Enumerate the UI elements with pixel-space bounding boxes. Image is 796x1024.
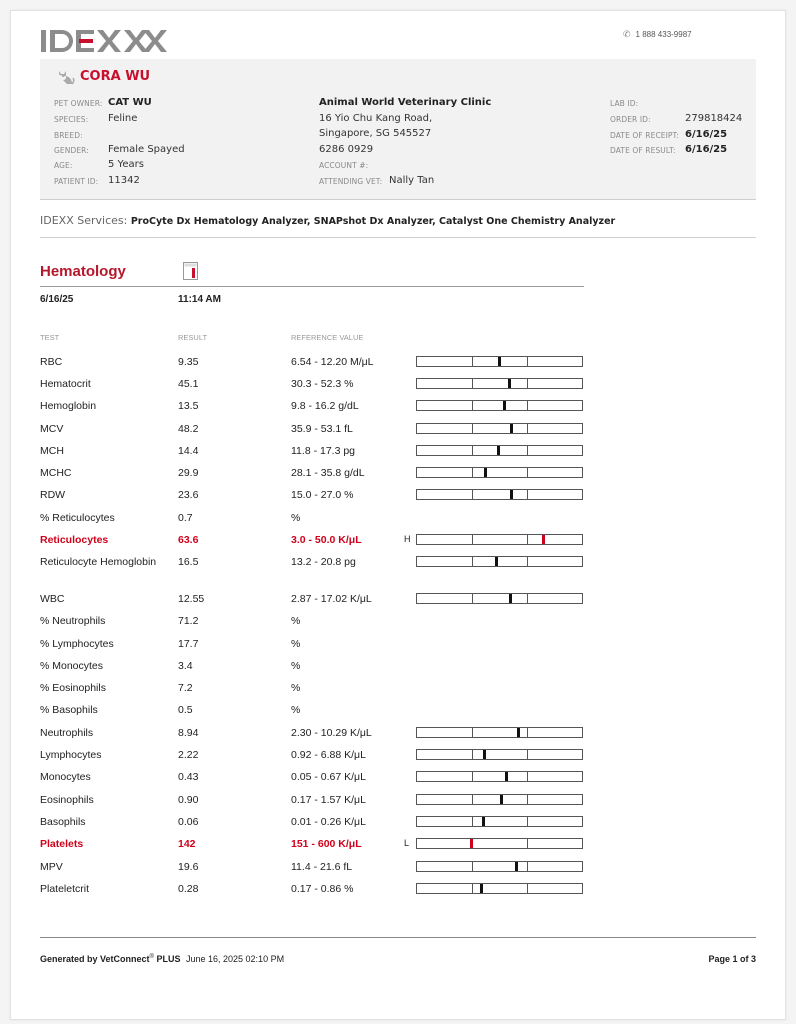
generated-brand: PLUS [156,954,181,964]
test-reference: 11.8 - 17.3 pg [291,445,356,457]
test-result: 9.35 [178,356,199,368]
date-of-result-value: 6/16/25 [685,144,728,155]
test-name: Neutrophils [40,727,94,739]
range-boundary [472,772,473,781]
result-date: 6/16/25 [40,294,74,305]
test-name: % Eosinophils [40,682,106,694]
test-reference: % [291,615,301,627]
test-name: Platelets [40,838,84,850]
table-row [11,882,787,904]
patient-id-label: PATIENT ID: [54,177,99,186]
test-name: MPV [40,861,63,873]
table-row [11,422,787,444]
breed-label: BREED: [54,131,83,140]
divider [40,199,756,200]
clinic-address-1: 16 Yio Chu Kang Road, [319,113,433,124]
table-row [11,355,787,377]
test-result: 0.28 [178,883,199,895]
test-name: Monocytes [40,771,91,783]
order-id-value: 279818424 [685,113,743,124]
pet-owner-label: PET OWNER: [54,99,103,108]
test-result: 0.5 [178,704,193,716]
species-label: SPECIES: [54,115,89,124]
test-result: 16.5 [178,556,199,568]
range-boundary [472,594,473,603]
cat-icon [55,68,75,86]
result-marker [482,817,485,826]
reference-range-bar [416,534,583,545]
range-boundary [527,594,528,603]
test-name: Hematocrit [40,378,91,390]
gender-value: Female Spayed [108,144,185,155]
test-name: Reticulocyte Hemoglobin [40,556,157,568]
range-boundary [472,357,473,366]
test-reference: % [291,682,301,694]
phone-number [623,29,692,40]
test-reference: % [291,660,301,672]
generated-by-text: Generated by VetConnect [40,954,150,964]
test-reference: 11.4 - 21.6 fL [291,861,353,873]
reference-range-bar [416,816,583,827]
range-boundary [527,884,528,893]
clinic-address-2: Singapore, SG 545527 [319,128,432,139]
test-result: 19.6 [178,861,199,873]
result-time: 11:14 AM [178,294,221,305]
table-row [11,555,787,577]
result-marker [508,379,511,388]
test-result: 8.94 [178,727,199,739]
test-result: 0.7 [178,512,193,524]
reference-range-bar [416,445,583,456]
test-result: 13.5 [178,400,199,412]
result-marker [483,750,486,759]
range-boundary [527,490,528,499]
test-result: 48.2 [178,423,199,435]
reference-range-bar [416,556,583,567]
range-boundary [472,446,473,455]
test-result: 63.6 [178,534,199,546]
result-marker [510,424,513,433]
reference-range-bar [416,378,583,389]
table-row [11,659,787,681]
phone-text: 1 888 433-9987 [635,30,692,39]
table-row [11,770,787,792]
test-reference: 0.05 - 0.67 K/μL [291,771,366,783]
generated-date: June 16, 2025 02:10 PM [186,954,285,964]
reference-range-bar [416,883,583,894]
test-reference: 2.30 - 10.29 K/μL [291,727,372,739]
column-header-reference: REFERENCE VALUE [291,333,364,342]
range-boundary [527,795,528,804]
test-result: 14.4 [178,445,199,457]
test-result: 7.2 [178,682,193,694]
range-boundary [472,490,473,499]
test-name: % Reticulocytes [40,512,115,524]
range-boundary [472,862,473,871]
test-result: 71.2 [178,615,199,627]
test-result: 0.43 [178,771,199,783]
table-row [11,860,787,882]
test-name: Reticulocytes [40,534,109,546]
page-number: Page 1 of 3 [708,954,756,964]
result-marker [470,839,473,848]
footer-rule [40,937,756,938]
abnormal-flag: H [404,534,411,544]
result-marker [495,557,498,566]
idexx-logo [41,28,167,54]
test-name: % Lymphocytes [40,638,114,650]
age-label: AGE: [54,161,73,170]
range-boundary [472,884,473,893]
divider [40,237,756,238]
range-boundary [527,446,528,455]
date-of-result-label: DATE OF RESULT: [610,146,676,155]
date-of-receipt-value: 6/16/25 [685,129,728,140]
result-marker [480,884,483,893]
table-row [11,637,787,659]
date-of-receipt-label: DATE OF RECEIPT: [610,131,680,140]
test-result: 29.9 [178,467,199,479]
test-result: 2.22 [178,749,199,761]
abnormal-flag: L [404,838,410,848]
test-result: 3.4 [178,660,193,672]
table-row [11,466,787,488]
column-header-test: TEST [40,333,60,342]
column-header-result: RESULT [178,333,208,342]
reference-range-bar [416,593,583,604]
section-rule [40,286,584,287]
reference-range-bar [416,423,583,434]
pet-owner-value: CAT WU [108,97,152,108]
test-reference: % [291,512,301,524]
range-boundary [472,817,473,826]
table-row [11,815,787,837]
test-reference: 28.1 - 35.8 g/dL [291,467,365,479]
registered-mark: ® [149,954,154,960]
range-boundary [527,728,528,737]
reference-range-bar [416,400,583,411]
result-marker [500,795,503,804]
test-reference: 9.8 - 16.2 g/dL [291,400,359,412]
result-marker [509,594,512,603]
test-result: 0.06 [178,816,199,828]
order-id-label: ORDER ID: [610,115,651,124]
test-reference: 0.92 - 6.88 K/μL [291,749,366,761]
attending-vet-value: Nally Tan [389,175,435,186]
range-boundary [472,401,473,410]
table-row [11,837,787,859]
range-boundary [472,379,473,388]
analyzer-icon [183,262,198,280]
table-row [11,681,787,703]
test-name: % Monocytes [40,660,104,672]
range-boundary [472,557,473,566]
test-reference: 15.0 - 27.0 % [291,489,354,501]
range-boundary [472,535,473,544]
range-boundary [527,401,528,410]
account-label: ACCOUNT #: [319,161,369,170]
test-name: RBC [40,356,63,368]
table-row [11,533,787,555]
test-result: 12.55 [178,593,205,605]
result-marker [505,772,508,781]
report-page [10,10,786,1020]
test-reference: 0.01 - 0.26 K/μL [291,816,366,828]
test-name: Eosinophils [40,794,94,806]
table-row [11,444,787,466]
range-boundary [472,795,473,804]
table-row [11,511,787,533]
range-boundary [472,468,473,477]
test-result: 23.6 [178,489,199,501]
table-row [11,793,787,815]
range-boundary [527,379,528,388]
range-boundary [527,750,528,759]
test-name: MCV [40,423,64,435]
services-line [40,214,615,227]
test-reference: 35.9 - 53.1 fL [291,423,353,435]
result-marker [503,401,506,410]
test-reference: 13.2 - 20.8 pg [291,556,356,568]
phone-icon: ✆ [623,29,631,39]
range-boundary [527,557,528,566]
reference-range-bar [416,861,583,872]
range-boundary [527,424,528,433]
test-name: % Neutrophils [40,615,106,627]
test-reference: 30.3 - 52.3 % [291,378,354,390]
range-boundary [472,750,473,759]
age-value: 5 Years [108,159,144,170]
test-name: Basophils [40,816,86,828]
test-reference: % [291,704,301,716]
range-boundary [472,424,473,433]
test-reference: 2.87 - 17.02 K/μL [291,593,372,605]
clinic-name: Animal World Veterinary Clinic [319,97,492,108]
test-name: RDW [40,489,66,501]
table-row [11,399,787,421]
attending-vet-label: ATTENDING VET: [319,177,383,186]
table-row [11,377,787,399]
lab-id-label: LAB ID: [610,99,639,108]
reference-range-bar [416,727,583,738]
footer-generated [40,954,284,964]
section-title: Hematology [40,263,126,280]
test-result: 17.7 [178,638,199,650]
test-name: % Basophils [40,704,98,716]
table-row [11,748,787,770]
range-boundary [527,862,528,871]
table-row [11,703,787,725]
test-reference: 0.17 - 1.57 K/μL [291,794,366,806]
table-row [11,592,787,614]
patient-id-value: 11342 [108,175,140,186]
table-row [11,726,787,748]
test-reference: 6.54 - 12.20 M/μL [291,356,374,368]
range-boundary [527,468,528,477]
result-marker [542,535,545,544]
gender-label: GENDER: [54,146,89,155]
test-name: WBC [40,593,65,605]
reference-range-bar [416,489,583,500]
result-marker [498,357,501,366]
patient-name: CORA WU [80,69,151,84]
reference-range-bar [416,771,583,782]
test-name: Lymphocytes [40,749,102,761]
test-reference: 0.17 - 0.86 % [291,883,354,895]
test-name: Hemoglobin [40,400,97,412]
test-reference: 3.0 - 50.0 K/μL [291,534,362,546]
species-value: Feline [108,113,138,124]
range-boundary [527,772,528,781]
result-marker [515,862,518,871]
reference-range-bar [416,356,583,367]
range-boundary [527,535,528,544]
range-boundary [472,728,473,737]
table-row [11,614,787,636]
reference-range-bar [416,467,583,478]
result-marker [517,728,520,737]
reference-range-bar [416,749,583,760]
test-reference: 151 - 600 K/μL [291,838,362,850]
test-name: MCH [40,445,64,457]
result-marker [497,446,500,455]
range-boundary [527,817,528,826]
range-boundary [527,839,528,848]
test-result: 45.1 [178,378,199,390]
range-boundary [527,357,528,366]
test-name: Plateletcrit [40,883,90,895]
result-marker [510,490,513,499]
test-reference: % [291,638,301,650]
reference-range-bar [416,794,583,805]
reference-range-bar [416,838,583,849]
test-result: 0.90 [178,794,199,806]
services-label: IDEXX Services: [40,214,128,227]
test-name: MCHC [40,467,72,479]
services-list: ProCyte Dx Hematology Analyzer, SNAPshot Dx Analyzer, Catalyst One Chemistry Analyzer [130,216,616,227]
table-row [11,488,787,510]
result-marker [484,468,487,477]
test-result: 142 [178,838,196,850]
clinic-phone: 6286 0929 [319,144,374,155]
